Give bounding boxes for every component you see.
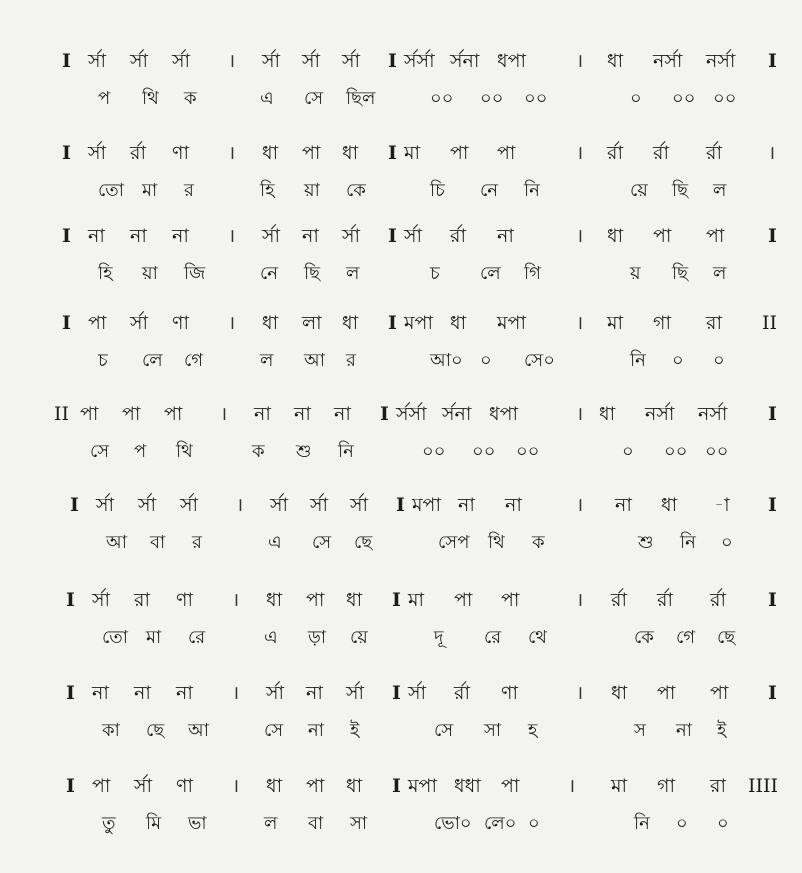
lyric-syllable: ০ (721, 532, 733, 553)
lyric-syllable: হ (528, 720, 538, 741)
note-cell: ণা (501, 682, 518, 704)
note-cell: পা (88, 312, 107, 334)
lyric-syllable: ই (717, 720, 727, 741)
lyric-syllable: সে (312, 532, 332, 553)
beat-divider: । (576, 403, 584, 425)
note-cell: ধা (342, 312, 359, 334)
lyric-syllable: সা (350, 813, 368, 834)
note-cell: মা (408, 589, 425, 611)
beat-divider: । (576, 312, 584, 334)
lyric-syllable: য়ে (630, 180, 648, 201)
note-cell: র্সা (130, 50, 149, 72)
opening-barline: II (54, 403, 70, 425)
note-cell: না (458, 494, 475, 516)
measure-barline: I (388, 312, 397, 334)
beat-divider: । (228, 50, 236, 72)
note-cell: মপা (412, 494, 441, 516)
lyric-syllable: ০০ (705, 441, 729, 462)
lyric-syllable: আ০ (430, 350, 463, 371)
lyric-syllable: রে (484, 627, 502, 648)
lyric-syllable: নি (680, 532, 696, 553)
lyric-syllable: এ (268, 532, 282, 553)
closing-barline: I (768, 50, 777, 72)
lyric-syllable: ছি (304, 263, 321, 284)
lyric-syllable: আ (188, 720, 209, 741)
lyric-syllable: লে০ (484, 813, 517, 834)
lyric-syllable: ০০ (422, 441, 446, 462)
lyric-syllable: বা (150, 532, 166, 553)
note-cell: গা (653, 312, 671, 334)
measure-barline: I (388, 142, 397, 164)
lyric-syllable: লে (142, 350, 163, 371)
lyric-syllable: র (192, 532, 202, 553)
note-cell: ধা (661, 494, 678, 516)
note-cell: না (254, 403, 271, 425)
note-cell: র্সা (88, 50, 107, 72)
beat-divider: । (232, 682, 240, 704)
lyric-syllable: গি (524, 263, 541, 284)
lyric-syllable: বা (308, 813, 324, 834)
lyric-syllable: নি (338, 441, 354, 462)
note-cell: র্সা (180, 494, 199, 516)
closing-barline: I (768, 682, 777, 704)
note-cell: ধা (266, 775, 283, 797)
note-cell: র্সা (346, 682, 365, 704)
lyric-syllable: সেপ (438, 532, 470, 553)
note-cell: র্রা (653, 142, 669, 164)
lyric-syllable: থি (142, 88, 159, 109)
lyric-syllable: ল (346, 263, 360, 284)
lyric-syllable: ০০ (472, 441, 496, 462)
closing-barline: I (768, 494, 777, 516)
note-cell: মা (607, 312, 624, 334)
lyric-syllable: নে (260, 263, 279, 284)
note-cell: মপা (408, 775, 437, 797)
note-cell: ধা (599, 403, 616, 425)
lyric-syllable: র (346, 350, 356, 371)
lyric-syllable: ক (252, 441, 265, 462)
note-cell: র্সা (310, 494, 329, 516)
note-cell: র্রা (611, 589, 627, 611)
lyric-syllable: ছে (146, 720, 165, 741)
lyric-syllable: ছি (672, 263, 689, 284)
opening-barline: I (62, 312, 71, 334)
note-cell: র্রা (657, 589, 673, 611)
lyric-syllable: ০০ (516, 441, 540, 462)
measure-barline: I (392, 589, 401, 611)
note-cell: মপা (404, 312, 433, 334)
closing-barline: । (768, 142, 776, 164)
note-cell: পা (164, 403, 183, 425)
lyric-syllable: লে (480, 263, 501, 284)
lyric-syllable: নি (524, 180, 540, 201)
lyric-syllable: চি (430, 180, 445, 201)
note-cell: নর্সা (653, 50, 683, 72)
lyric-syllable: ০ (717, 813, 729, 834)
note-cell: র্সনা (442, 403, 472, 425)
note-cell: গা (657, 775, 675, 797)
lyric-syllable: ০ (480, 350, 492, 371)
lyric-syllable: আ (106, 532, 127, 553)
opening-barline: I (66, 775, 75, 797)
note-cell: র্সর্সা (404, 50, 435, 72)
note-cell: র্সা (92, 589, 111, 611)
opening-barline: I (62, 142, 71, 164)
note-cell: র্সা (342, 225, 361, 247)
note-cell: পা (92, 775, 111, 797)
note-cell: ণা (172, 142, 189, 164)
note-cell: র্সা (96, 494, 115, 516)
opening-barline: I (62, 50, 71, 72)
note-cell: র্রা (450, 225, 466, 247)
beat-divider: । (228, 142, 236, 164)
beat-divider: । (568, 775, 576, 797)
lyric-syllable: আ (304, 350, 325, 371)
note-cell: মপা (497, 312, 526, 334)
lyric-syllable: ০ (622, 441, 634, 462)
note-cell: র্রা (710, 589, 726, 611)
note-cell: রা (134, 589, 150, 611)
note-cell: রা (706, 312, 722, 334)
beat-divider: । (576, 225, 584, 247)
note-cell: র্রা (706, 142, 722, 164)
note-cell: ণা (176, 775, 193, 797)
lyric-syllable: ক (532, 532, 545, 553)
note-cell: ধা (346, 589, 363, 611)
lyric-syllable: নি (634, 813, 650, 834)
measure-barline: I (388, 50, 397, 72)
lyric-syllable: তু (102, 813, 116, 834)
note-cell: পা (706, 225, 725, 247)
measure-barline: I (392, 682, 401, 704)
lyric-syllable: সে (90, 441, 110, 462)
lyric-syllable: গে (184, 350, 204, 371)
lyric-syllable: সে (434, 720, 454, 741)
lyric-syllable: ০ (630, 88, 642, 109)
note-cell: পা (302, 142, 321, 164)
lyric-syllable: ০০ (480, 88, 504, 109)
beat-divider: । (576, 50, 584, 72)
note-cell: ধধা (454, 775, 481, 797)
note-cell: না (176, 682, 193, 704)
lyric-syllable: মি (146, 813, 162, 834)
note-cell: নর্সা (698, 403, 728, 425)
note-cell: ধা (346, 775, 363, 797)
measure-barline: I (392, 775, 401, 797)
note-cell: পা (657, 682, 676, 704)
beat-divider: । (236, 494, 244, 516)
lyric-syllable: কে (634, 627, 654, 648)
lyric-syllable: র (184, 180, 194, 201)
measure-barline: I (380, 403, 389, 425)
lyric-syllable: শু (296, 441, 312, 462)
lyric-syllable: হি (260, 180, 275, 201)
lyric-syllable: ০ (713, 350, 725, 371)
lyric-syllable: ছে (354, 532, 373, 553)
lyric-syllable: ০ (672, 350, 684, 371)
lyric-syllable: ল (713, 180, 727, 201)
lyric-syllable: এ (260, 88, 274, 109)
lyric-syllable: সে০ (524, 350, 555, 371)
lyric-syllable: ০ (528, 813, 540, 834)
note-cell: পা (653, 225, 672, 247)
measure-barline: I (396, 494, 405, 516)
note-cell: ধা (262, 142, 279, 164)
lyric-syllable: য়া (304, 180, 320, 201)
note-cell: পা (80, 403, 99, 425)
lyric-syllable: ০০ (664, 441, 688, 462)
note-cell: র্রা (454, 682, 470, 704)
lyric-syllable: না (308, 720, 324, 741)
lyric-syllable: সে (264, 720, 284, 741)
lyric-syllable: না (676, 720, 692, 741)
lyric-syllable: শু (638, 532, 654, 553)
note-cell: পা (501, 589, 520, 611)
note-cell: নর্সা (706, 50, 736, 72)
note-cell: ধা (607, 225, 624, 247)
note-cell: র্সা (302, 50, 321, 72)
note-cell: র্সা (134, 775, 153, 797)
note-cell: র্সর্সা (396, 403, 427, 425)
closing-barline: II (762, 312, 778, 334)
note-cell: র্সা (342, 50, 361, 72)
note-cell: পা (306, 589, 325, 611)
lyric-syllable: ল (713, 263, 727, 284)
note-cell: র্সা (404, 225, 423, 247)
lyric-syllable: কে (346, 180, 366, 201)
lyric-syllable: দূ (434, 627, 444, 648)
lyric-syllable: মা (142, 180, 158, 201)
closing-barline: I (768, 403, 777, 425)
note-cell: না (505, 494, 522, 516)
lyric-syllable: য়ে (350, 627, 368, 648)
beat-divider: । (576, 682, 584, 704)
note-cell: না (134, 682, 151, 704)
note-cell: পা (497, 142, 516, 164)
lyric-syllable: হি (98, 263, 113, 284)
beat-divider: । (220, 403, 228, 425)
closing-barline: IIII (748, 775, 779, 797)
note-cell: পা (501, 775, 520, 797)
note-cell: ধা (611, 682, 628, 704)
opening-barline: I (70, 494, 79, 516)
note-cell: পা (454, 589, 473, 611)
note-cell: না (306, 682, 323, 704)
lyric-syllable: মা (146, 627, 162, 648)
lyric-syllable: য়া (142, 263, 158, 284)
beat-divider: । (228, 225, 236, 247)
note-cell: ধা (607, 50, 624, 72)
note-cell: পা (122, 403, 141, 425)
note-cell: ধপা (497, 50, 527, 72)
beat-divider: । (576, 142, 584, 164)
lyric-syllable: রে (188, 627, 206, 648)
note-cell: পা (306, 775, 325, 797)
note-cell: র্সা (172, 50, 191, 72)
lyric-syllable: নে (480, 180, 499, 201)
note-cell: রা (710, 775, 726, 797)
lyric-syllable: তো (102, 627, 129, 648)
note-cell: না (88, 225, 105, 247)
lyric-syllable: সে (304, 88, 324, 109)
lyric-syllable: ল (264, 813, 278, 834)
lyric-syllable: ক (184, 88, 197, 109)
lyric-syllable: ভা (188, 813, 207, 834)
note-cell: না (130, 225, 147, 247)
note-cell: ধপা (489, 403, 519, 425)
note-cell: ণা (172, 312, 189, 334)
lyric-syllable: এ (264, 627, 278, 648)
note-cell: -া (714, 494, 730, 516)
note-cell: র্সা (262, 225, 281, 247)
lyric-syllable: ড়া (308, 627, 327, 648)
measure-barline: I (388, 225, 397, 247)
note-cell: র্সা (408, 682, 427, 704)
note-cell: ধা (262, 312, 279, 334)
note-cell: র্সনা (450, 50, 480, 72)
lyric-syllable: জি (184, 263, 206, 284)
lyric-syllable: চ (98, 350, 108, 371)
note-cell: র্রা (130, 142, 146, 164)
lyric-syllable: ভো০ (434, 813, 472, 834)
lyric-syllable: প (98, 88, 111, 109)
beat-divider: । (232, 589, 240, 611)
note-cell: র্সা (350, 494, 369, 516)
note-cell: মা (404, 142, 421, 164)
lyric-syllable: স (634, 720, 646, 741)
note-cell: ণা (176, 589, 193, 611)
beat-divider: । (576, 494, 584, 516)
note-cell: না (497, 225, 514, 247)
opening-barline: I (62, 225, 71, 247)
note-cell: ধা (266, 589, 283, 611)
note-cell: না (615, 494, 632, 516)
opening-barline: I (66, 682, 75, 704)
closing-barline: I (768, 225, 777, 247)
note-cell: না (172, 225, 189, 247)
lyric-syllable: ০০ (524, 88, 548, 109)
note-cell: লা (302, 312, 322, 334)
closing-barline: I (768, 589, 777, 611)
lyric-syllable: নি (630, 350, 646, 371)
lyric-syllable: ০ (676, 813, 688, 834)
note-cell: র্রা (607, 142, 623, 164)
beat-divider: । (576, 589, 584, 611)
lyric-syllable: ০০ (672, 88, 696, 109)
lyric-syllable: ০০ (713, 88, 737, 109)
lyric-syllable: প (134, 441, 147, 462)
note-cell: নর্সা (645, 403, 675, 425)
note-cell: না (302, 225, 319, 247)
note-cell: না (334, 403, 351, 425)
lyric-syllable: থি (488, 532, 505, 553)
lyric-syllable: ই (350, 720, 360, 741)
lyric-syllable: ০০ (430, 88, 454, 109)
lyric-syllable: ছি (672, 180, 689, 201)
note-cell: র্সা (138, 494, 157, 516)
lyric-syllable: য় (630, 263, 641, 284)
note-cell: ধা (342, 142, 359, 164)
note-cell: পা (450, 142, 469, 164)
note-cell: মা (611, 775, 628, 797)
note-cell: পা (710, 682, 729, 704)
note-cell: র্সা (88, 142, 107, 164)
note-cell: র্সা (266, 682, 285, 704)
note-cell: না (294, 403, 311, 425)
lyric-syllable: ল (260, 350, 274, 371)
lyric-syllable: চ (430, 263, 440, 284)
lyric-syllable: ছিল (346, 88, 376, 109)
note-cell: র্সা (270, 494, 289, 516)
lyric-syllable: থি (176, 441, 193, 462)
lyric-syllable: সা (484, 720, 502, 741)
note-cell: র্সা (262, 50, 281, 72)
opening-barline: I (66, 589, 75, 611)
lyric-syllable: তো (98, 180, 125, 201)
lyric-syllable: ছে (717, 627, 736, 648)
note-cell: ধা (450, 312, 467, 334)
lyric-syllable: থে (528, 627, 547, 648)
beat-divider: । (228, 312, 236, 334)
lyric-syllable: কা (102, 720, 120, 741)
note-cell: না (92, 682, 109, 704)
beat-divider: । (232, 775, 240, 797)
note-cell: র্সা (130, 312, 149, 334)
lyric-syllable: গে (676, 627, 696, 648)
